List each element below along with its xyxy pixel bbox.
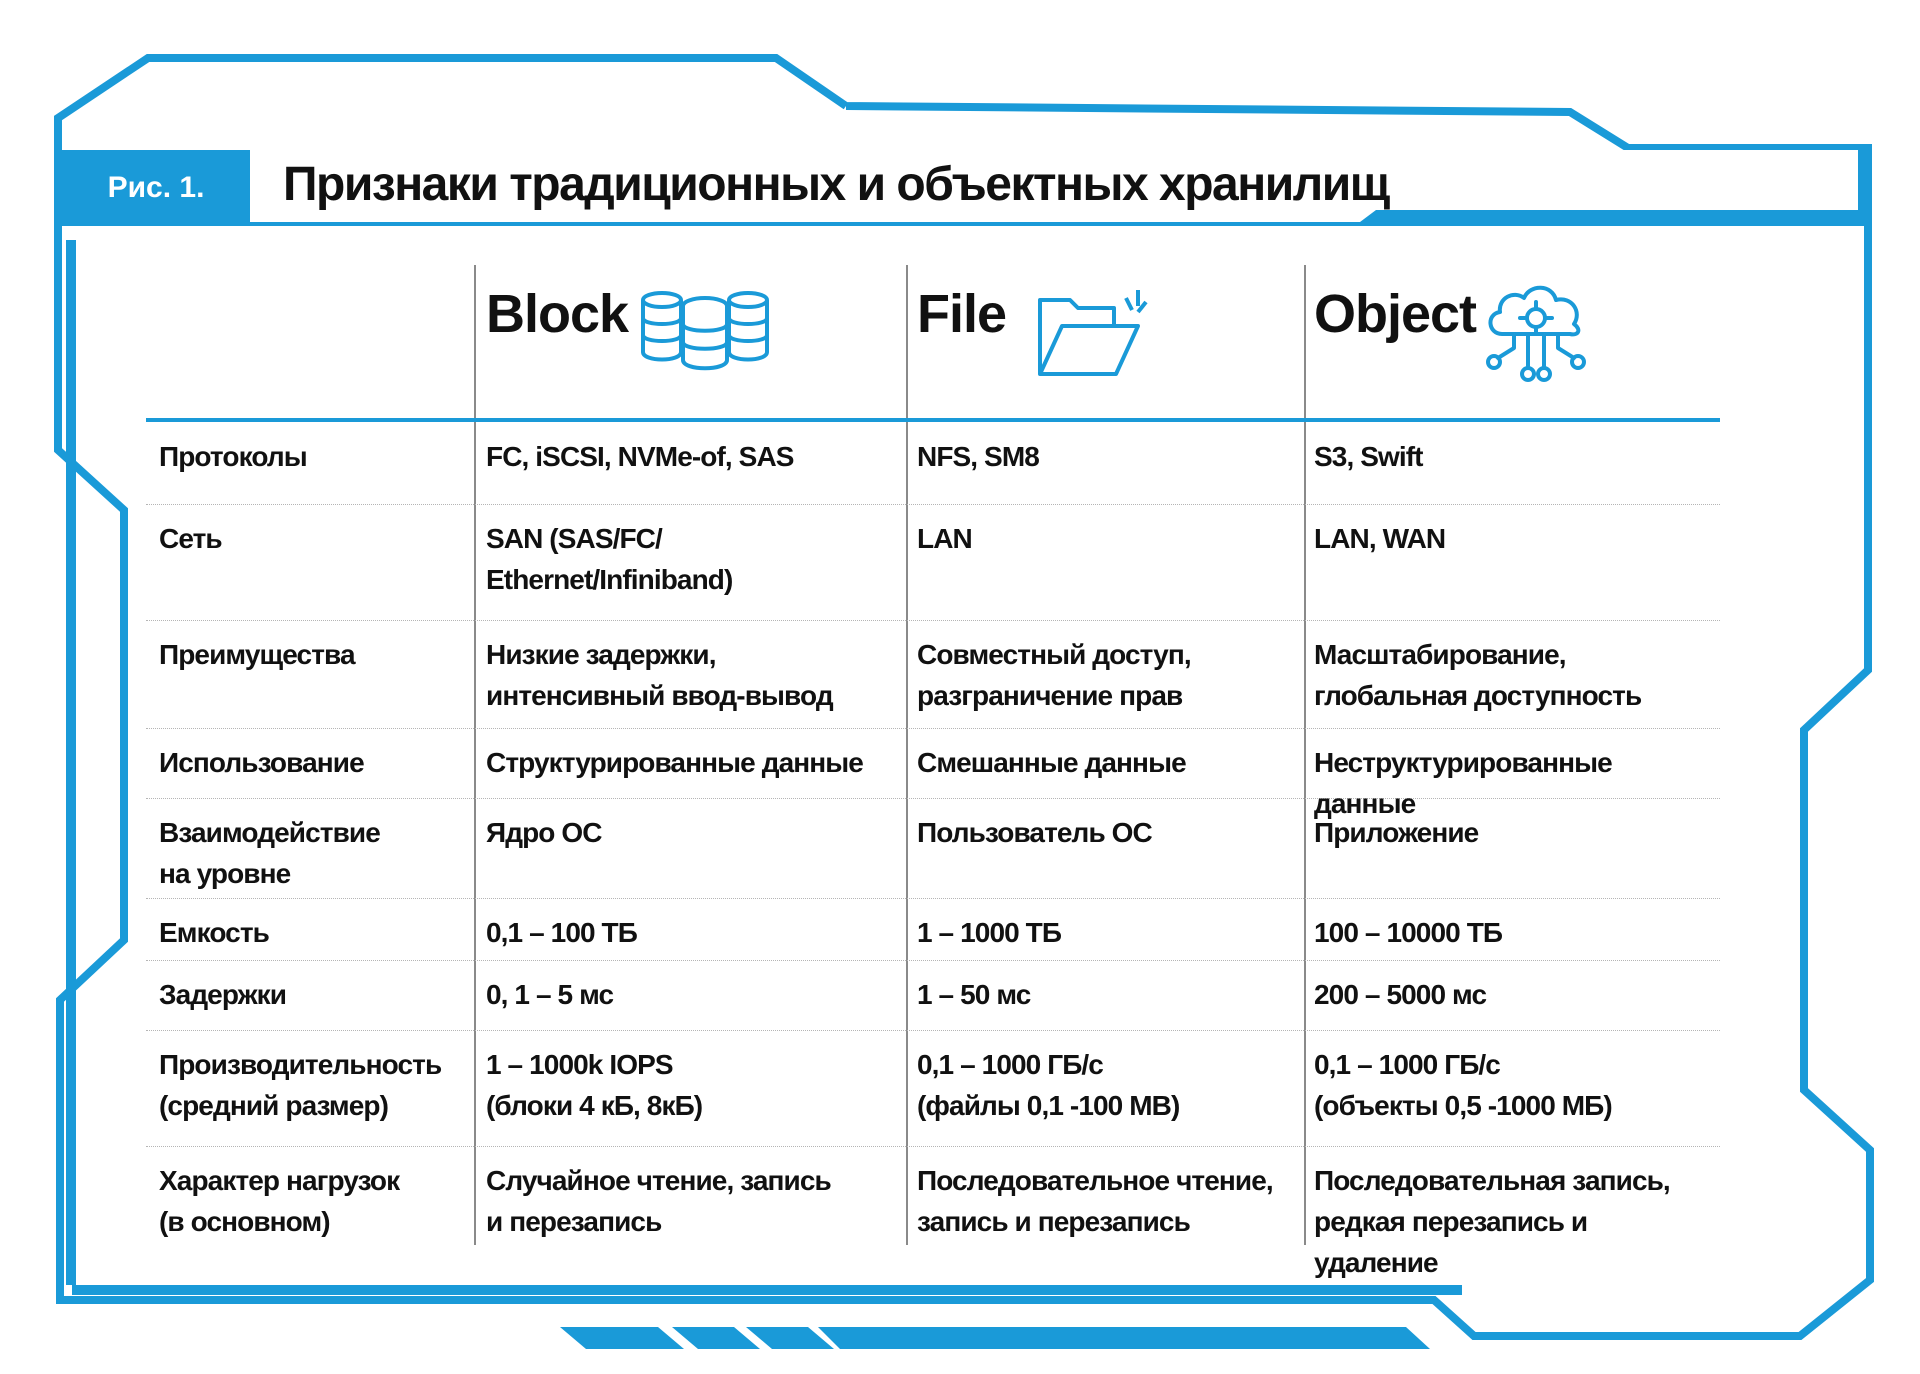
file-cell: 1 – 50 мс <box>917 979 1031 1010</box>
object-cell: 0,1 – 1000 ГБ/с (объекты 0,5 -1000 МБ) <box>1314 1049 1612 1121</box>
row-label: Емкость <box>159 917 269 948</box>
table-row <box>146 898 1720 961</box>
file-cell: LAN <box>917 523 972 554</box>
file-cell: 1 – 1000 ТБ <box>917 917 1062 948</box>
block-cell: 1 – 1000k IOPS (блоки 4 кБ, 8кБ) <box>486 1049 703 1121</box>
file-cell: 0,1 – 1000 ГБ/с (файлы 0,1 -100 MB) <box>917 1049 1180 1121</box>
table-row <box>146 504 1720 621</box>
object-cell: Масштабирование, глобальная доступность <box>1314 639 1642 711</box>
file-cell: NFS, SM8 <box>917 441 1039 472</box>
row-label: Протоколы <box>159 441 307 472</box>
block-cell: Ядро ОС <box>486 817 602 848</box>
file-cell: Совместный доступ, разграничение прав <box>917 639 1191 711</box>
file-cell: Смешанные данные <box>917 747 1186 778</box>
open-folder-icon <box>1034 286 1152 378</box>
cloud-network-icon <box>1482 278 1590 388</box>
figure-title: Признаки традиционных и объектных хранилищ <box>283 158 1389 211</box>
row-label: Производительность (средний размер) <box>159 1049 442 1121</box>
object-cell: 100 – 10000 ТБ <box>1314 917 1503 948</box>
object-cell: LAN, WAN <box>1314 523 1446 554</box>
file-cell: Последовательное чтение, запись и перезапись <box>917 1165 1273 1237</box>
database-stack-icon <box>640 288 770 372</box>
block-cell: FC, iSCSI, NVMe-of, SAS <box>486 441 794 472</box>
object-cell: Последовательная запись, редкая перезапись и удаление <box>1314 1165 1670 1278</box>
row-label: Использование <box>159 747 364 778</box>
table-row <box>146 728 1720 819</box>
row-label: Взаимодействие на уровне <box>159 817 380 889</box>
table-row <box>146 960 1720 1031</box>
object-cell: Приложение <box>1314 817 1479 848</box>
row-label: Характер нагрузок (в основном) <box>159 1165 400 1237</box>
file-cell: Пользователь ОС <box>917 817 1152 848</box>
column-header-object: Object <box>1314 284 1477 344</box>
row-label: Задержки <box>159 979 287 1010</box>
object-cell: 200 – 5000 мс <box>1314 979 1487 1010</box>
table-row <box>146 798 1720 899</box>
block-cell: Случайное чтение, запись и перезапись <box>486 1165 831 1237</box>
block-cell: 0, 1 – 5 мс <box>486 979 614 1010</box>
table-row <box>146 1146 1720 1278</box>
row-label: Сеть <box>159 523 222 554</box>
block-cell: 0,1 – 100 ТБ <box>486 917 637 948</box>
block-cell: SAN (SAS/FC/ Ethernet/Infiniband) <box>486 523 733 595</box>
row-label: Преимущества <box>159 639 355 670</box>
table-row <box>146 620 1720 729</box>
table-row <box>146 422 1720 505</box>
figure-label: Рис. 1. <box>107 171 205 204</box>
table-row <box>146 1030 1720 1147</box>
column-header-block: Block <box>486 284 629 344</box>
block-cell: Структурированные данные <box>486 747 863 778</box>
object-cell: Неструктурированные данные <box>1314 747 1612 819</box>
block-cell: Низкие задержки, интенсивный ввод-вывод <box>486 639 833 711</box>
object-cell: S3, Swift <box>1314 441 1423 472</box>
column-header-file: File <box>917 284 1007 344</box>
